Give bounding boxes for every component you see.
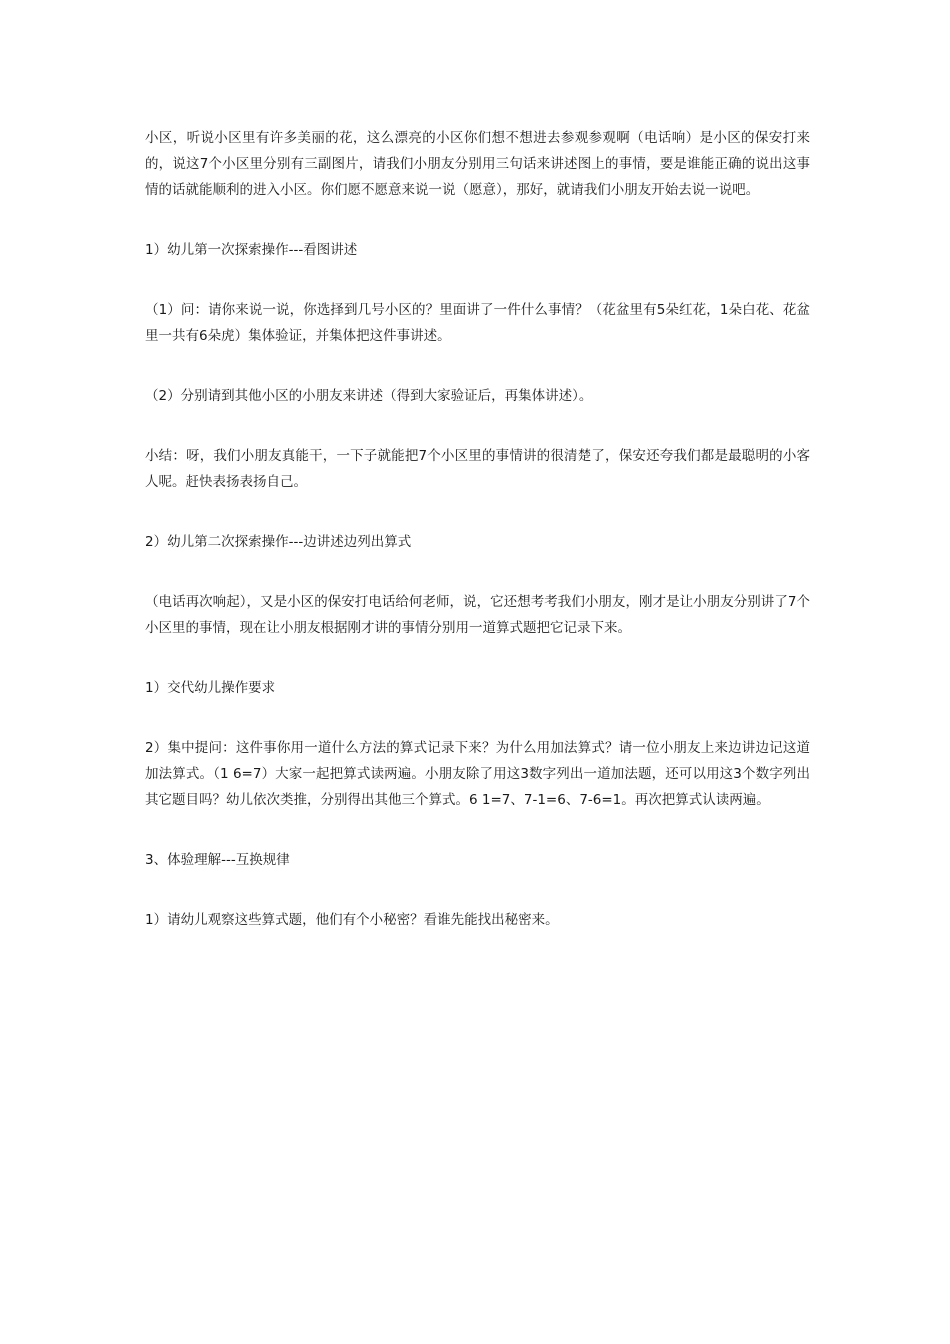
section-heading-second-exploration: 2）幼儿第二次探索操作---边讲述边列出算式 <box>145 534 412 550</box>
paragraph-observe-secret: 1）请幼儿观察这些算式题，他们有个小秘密？看谁先能找出秘密来。 <box>145 912 559 928</box>
document-body <box>145 125 810 967</box>
section-heading-exchange-rule: 3、体验理解---互换规律 <box>145 852 290 868</box>
paragraph-summary: 小结：呀，我们小朋友真能干，一下子就能把7个小区里的事情讲的很清楚了，保安还夸我们都是最聪明的小客人呢。赶快表扬表扬自己。 <box>145 448 810 490</box>
list-item-operation-requirements: 1）交代幼儿操作要求 <box>145 680 276 696</box>
paragraph-centralized-questions: 2）集中提问：这件事你用一道什么方法的算式记录下来？为什么用加法算式？请一位小朋友上来边讲边记这道加法算式。（1 6=7）大家一起把算式读两遍。小朋友除了用这3数字列出一道加法题，还可以用这3个数字列出其它题目吗？幼儿依次类推，分别得出其他三个算式。6 1=7、7-1=6、7-6=1。再次把算式认读两遍。 <box>145 740 810 808</box>
paragraph-question-1: （1）问：请你来说一说，你选择到几号小区的？里面讲了一件什么事情？（花盆里有5朵红花，1朵白花、花盆里一共有6朵虎）集体验证，并集体把这件事讲述。 <box>145 302 810 344</box>
paragraph-phone-rings-again: （电话再次响起），又是小区的保安打电话给何老师，说，它还想考考我们小朋友，刚才是让小朋友分别讲了7个小区里的事情，现在让小朋友根据刚才讲的事情分别用一道算式题把它记录下来。 <box>145 594 810 636</box>
paragraph-question-2: （2）分别请到其他小区的小朋友来讲述（得到大家验证后，再集体讲述）。 <box>145 388 593 404</box>
section-heading-first-exploration: 1）幼儿第一次探索操作---看图讲述 <box>145 242 358 258</box>
paragraph-intro: 小区，听说小区里有许多美丽的花，这么漂亮的小区你们想不想进去参观参观啊（电话响）是小区的保安打来的，说这7个小区里分别有三副图片，请我们小朋友分别用三句话来讲述图上的事情，要是谁能正确的说出这事情的话就能顺利的进入小区。你们愿不愿意来说一说（愿意），那好，就请我们小朋友开始去说一说吧。 <box>145 130 810 198</box>
